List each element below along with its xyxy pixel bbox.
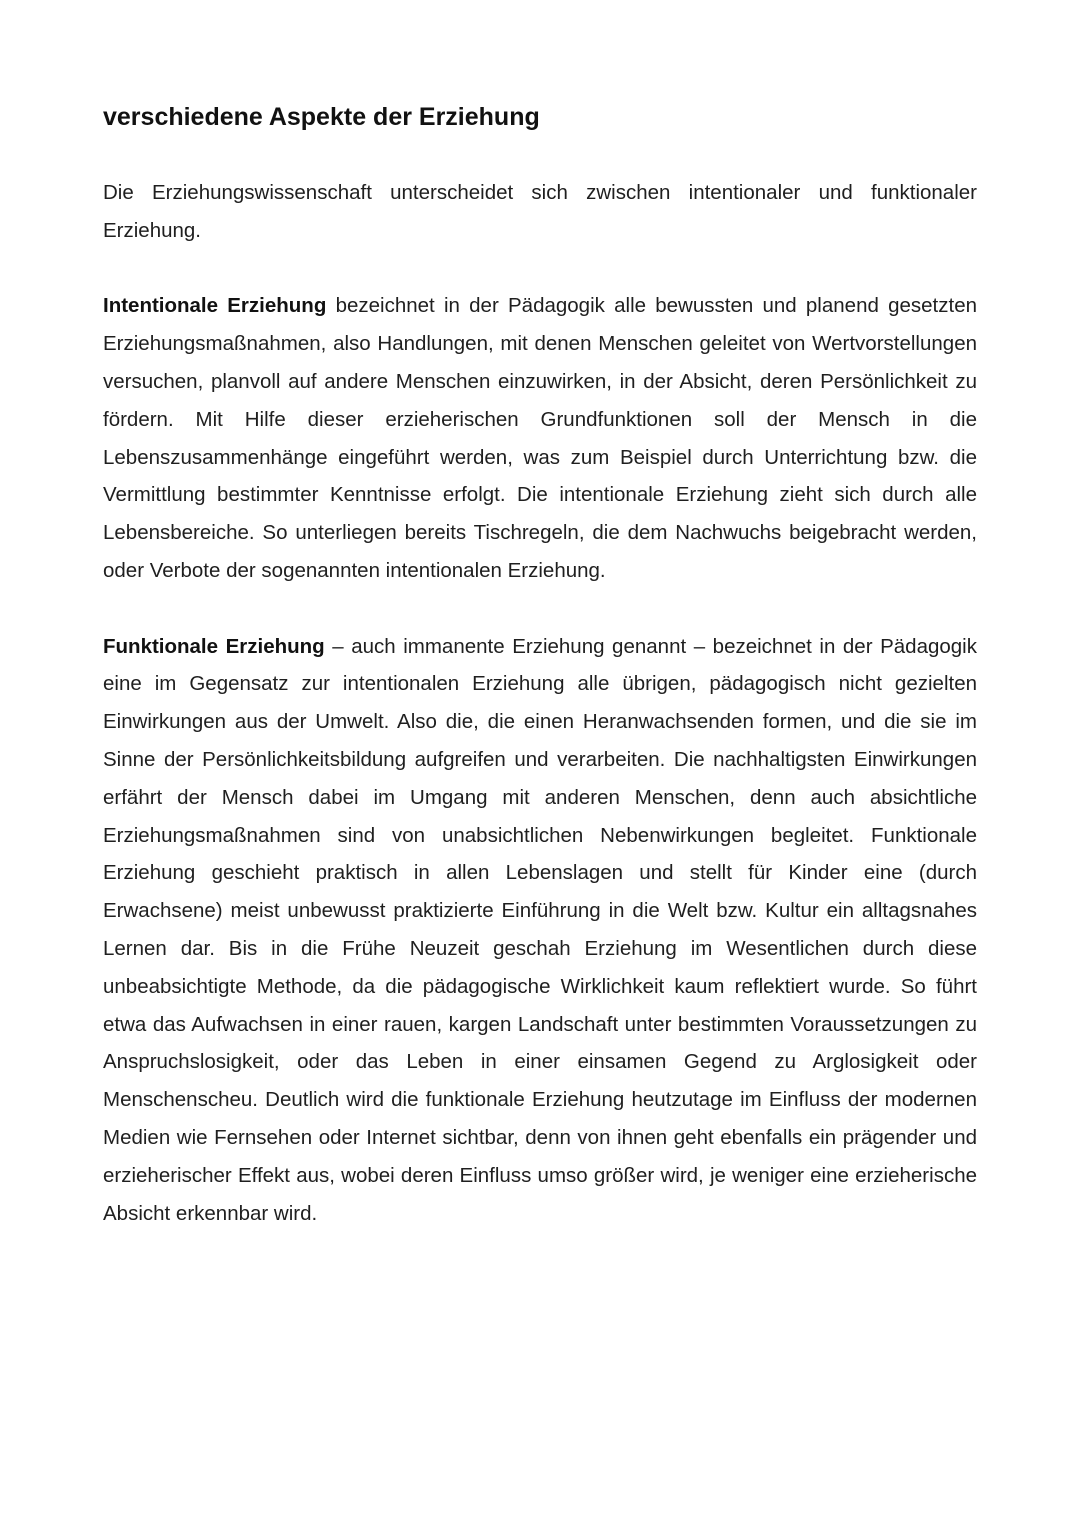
functional-term: Funktionale Erziehung (103, 634, 325, 658)
intentional-paragraph (103, 287, 977, 589)
intro-paragraph: Die Erziehungswissenschaft unterscheidet sich zwischen intentionaler und funktionaler Erziehung. (103, 181, 977, 242)
functional-text: – auch immanente Erziehung genannt – bezeichnet in der Pädagogik eine im Gegensatz zur intentionalen Erziehung alle übrigen, pädagogisch nicht gezielten Einwirkungen aus der Umwelt. Also die, die einen Heranwachsenden formen, und die sie im Sinne der Persönlichkeitsbildung aufgreifen und verarbeiten. Die nachhaltigsten Einwirkungen erfährt der Mensch dabei im Umgang mit anderen Menschen, denn auch absichtliche Erziehungsmaßnahmen sind von unabsichtlichen Nebenwirkungen begleitet. Funktionale Erziehung geschieht praktisch in allen Lebenslagen und stellt für Kinder eine (durch Erwachsene) meist unbewusst praktizierte Einführung in die Welt bzw. Kultur ein alltagsnahes Lernen dar. Bis in die Frühe Neuzeit geschah Erziehung im Wesentlichen durch diese unbeabsichtigte Methode, da die pädagogische Wirklichkeit kaum reflektiert wurde. So führt etwa das Aufwachsen in einer rauen, kargen Landschaft unter bestimmten Voraussetzungen zu Anspruchslosigkeit, oder das Leben in einer einsamen Gegend zu Arglosigkeit oder Menschenscheu. Deutlich wird die funktionale Erziehung heutzutage im Einfluss der modernen Medien wie Fernsehen oder Internet sichtbar, denn von ihnen geht ebenfalls ein prägender und erzieherischer Effekt aus, wobei deren Einfluss umso größer wird, je weniger eine erzieherische Absicht erkennbar wird. (103, 634, 977, 1225)
intentional-term: Intentionale Erziehung (103, 294, 327, 318)
functional-paragraph (103, 628, 977, 1233)
document-page (103, 98, 977, 1270)
intentional-text: bezeichnet in der Pädagogik alle bewussten und planend gesetzten Erziehungsmaßnahmen, also Handlungen, mit denen Menschen geleitet von Wertvorstellungen versuchen, planvoll auf andere Menschen einzuwirken, in der Absicht, deren Persönlichkeit zu fördern. Mit Hilfe dieser erzieherischen Grundfunktionen soll der Mensch in die Lebenszusammenhänge eingeführt werden, was zum Beispiel durch Unterrichtung bzw. die Vermittlung bestimmter Kenntnisse erfolgt. Die intentionale Erziehung zieht sich durch alle Lebensbereiche. So unterliegen bereits Tischregeln, die dem Nachwuchs beigebracht werden, oder Verbote der sogenannten intentionalen Erziehung. (103, 294, 977, 582)
document-title: verschiedene Aspekte der Erziehung (103, 103, 540, 131)
